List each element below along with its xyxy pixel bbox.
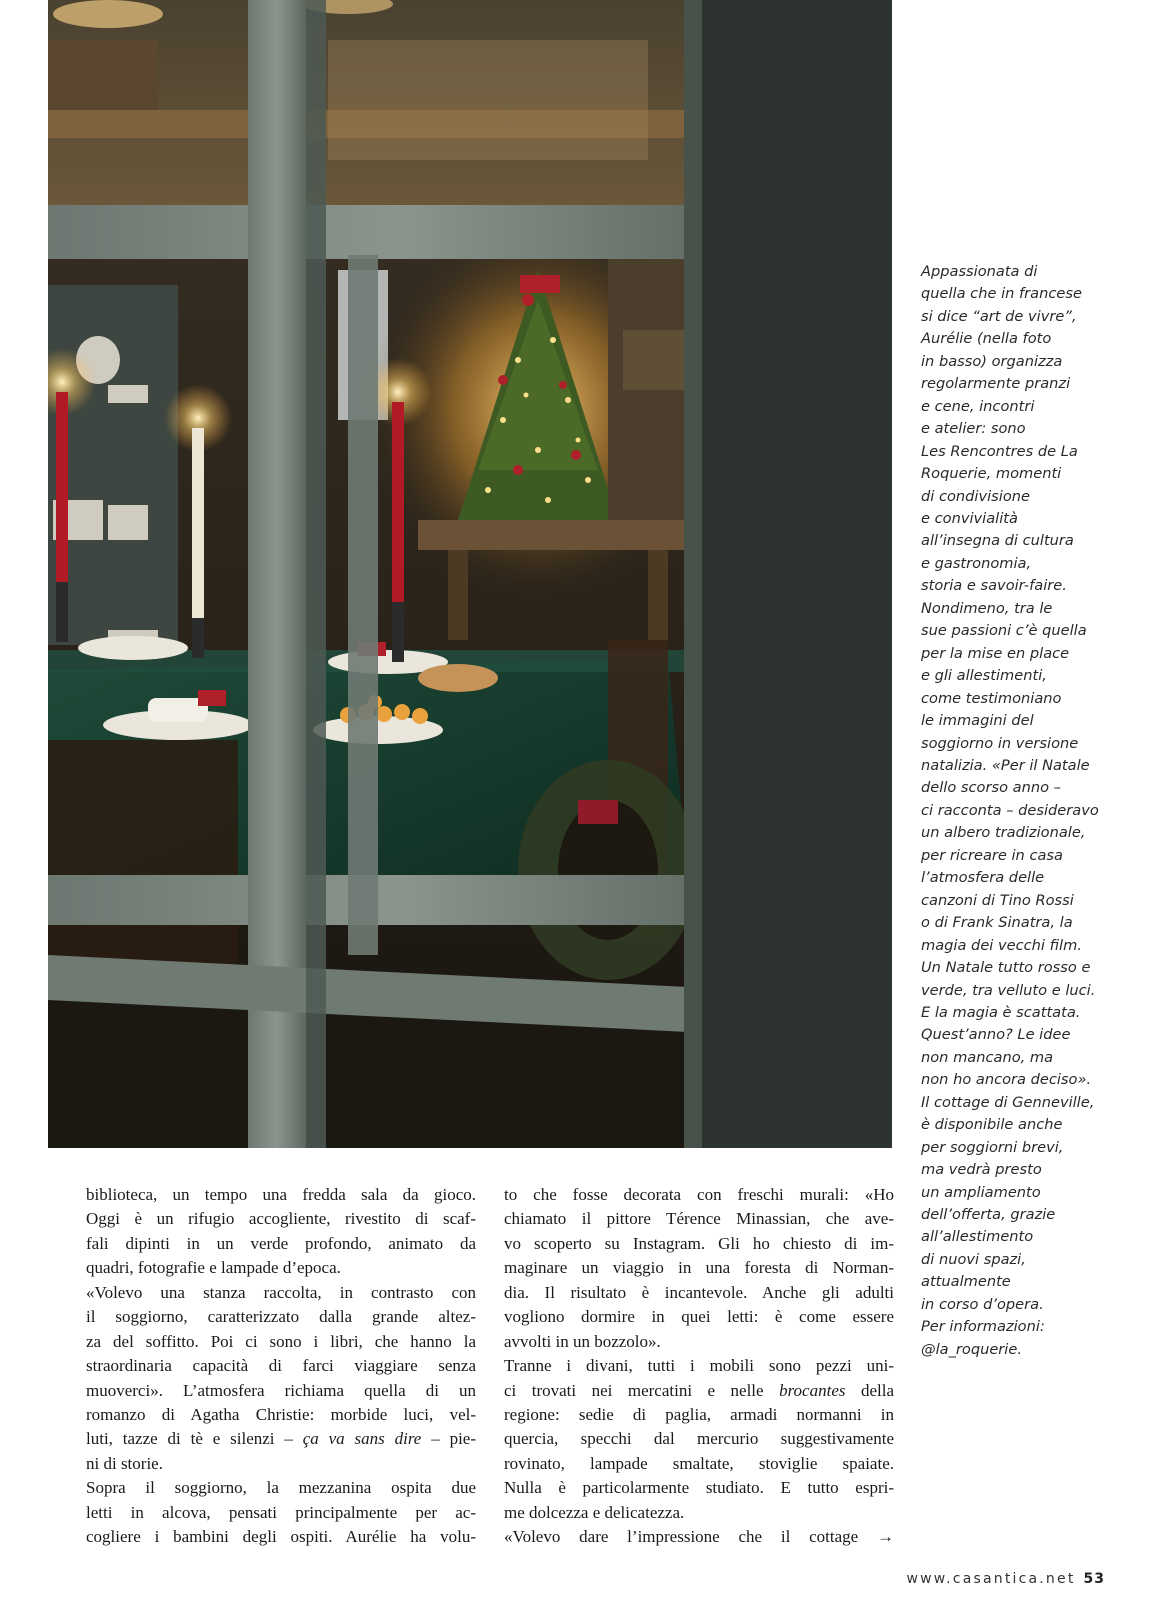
article-column-left xyxy=(86,1183,476,1550)
text-run: ci trovati nei mercatini e nelle xyxy=(504,1380,780,1400)
text-line: quadri, fotografie e lampade d’epoca. xyxy=(86,1258,341,1278)
page-number: 53 xyxy=(1083,1571,1105,1587)
sidebar-caption-line: Aurélie (nella foto xyxy=(921,330,1052,348)
sidebar-caption-line: di condivisione xyxy=(921,487,1030,505)
text-line: chiamato il pittore Térence Minassian, che ave- xyxy=(504,1209,894,1229)
text-line: dia. Il risultato è incantevole. Anche gli adulti xyxy=(504,1282,894,1302)
sidebar-caption-line: all’allestimento xyxy=(921,1228,1034,1246)
sidebar-caption-line: e convivialità xyxy=(921,509,1018,527)
text-line: vogliono dormire in quei letti: è come essere xyxy=(504,1307,894,1327)
text-line: ni di storie. xyxy=(86,1453,163,1473)
text-line: cogliere i bambini degli ospiti. Aurélie ha volu- xyxy=(86,1527,476,1547)
sidebar-caption-line: in corso d’opera. xyxy=(921,1295,1044,1313)
sidebar-caption-line: l’atmosfera delle xyxy=(921,869,1045,887)
article-photo xyxy=(48,0,892,1148)
sidebar-caption-line: per ricreare in casa xyxy=(921,846,1063,864)
text-line xyxy=(86,1427,476,1451)
text-line: rovinato, lampade smaltate, stoviglie spaiate. xyxy=(504,1453,894,1473)
photo-illustration xyxy=(48,0,892,1148)
text-run: – pie- xyxy=(421,1429,476,1449)
text-line: regione: sedie di paglia, armadi normanni in xyxy=(504,1404,894,1424)
sidebar-caption-line: ci racconta – desideravo xyxy=(921,801,1099,819)
text-run: della xyxy=(845,1380,894,1400)
sidebar-caption-line: per la mise en place xyxy=(921,644,1070,662)
text-line: za del soffitto. Poi ci sono i libri, che hanno la xyxy=(86,1331,476,1351)
text-line: avvolti in un bozzolo». xyxy=(504,1331,661,1351)
sidebar-caption-line: e gastronomia, xyxy=(921,554,1032,572)
text-line: il soggiorno, caratterizzato dalla grande altez- xyxy=(86,1307,476,1327)
text-line: vo scoperto su Instagram. Gli ho chiesto di im- xyxy=(504,1233,894,1253)
italic-phrase: brocantes xyxy=(779,1380,846,1400)
website-url: www.casantica.net xyxy=(906,1571,1076,1587)
sidebar-caption-line: magia dei vecchi film. xyxy=(921,936,1082,954)
sidebar-caption-line: dello scorso anno – xyxy=(921,779,1061,797)
sidebar-caption-line: Quest’anno? Le idee xyxy=(921,1026,1071,1044)
sidebar-caption-line: quella che in francese xyxy=(921,285,1082,303)
text-run: «Volevo dare l’impressione che il cottage xyxy=(504,1527,859,1547)
article-column-right xyxy=(504,1183,894,1550)
sidebar-caption-line: in basso) organizza xyxy=(921,352,1063,370)
text-line: me dolcezza e delicatezza. xyxy=(504,1502,685,1522)
text-line: Oggi è un rifugio accogliente, rivestito di scaf- xyxy=(86,1209,476,1229)
text-line: biblioteca, un tempo una fredda sala da gioco. xyxy=(86,1185,476,1204)
sidebar-caption-line: di nuovi spazi, xyxy=(921,1250,1026,1268)
sidebar-caption-line: canzoni di Tino Rossi xyxy=(921,891,1074,909)
text-line xyxy=(504,1379,894,1403)
text-line: letti in alcova, pensati principalmente per ac- xyxy=(86,1502,476,1522)
text-line: muoverci». L’atmosfera richiama quella di un xyxy=(86,1380,476,1400)
sidebar-caption-line: si dice “art de vivre”, xyxy=(921,307,1077,325)
sidebar-caption-line: è disponibile anche xyxy=(921,1116,1063,1134)
sidebar-caption-line: come testimoniano xyxy=(921,689,1062,707)
sidebar-caption-line: o di Frank Sinatra, la xyxy=(921,914,1073,932)
text-line xyxy=(504,1525,894,1549)
sidebar-caption-line: e cene, incontri xyxy=(921,397,1035,415)
text-line: maginare un viaggio in una foresta di Norman- xyxy=(504,1258,894,1278)
text-line: «Volevo una stanza raccolta, in contrasto con xyxy=(86,1282,476,1302)
sidebar-caption-line: @la_roquerie. xyxy=(921,1340,1022,1358)
text-line: romanzo di Agatha Christie: morbide luci, vel- xyxy=(86,1404,476,1424)
italic-phrase: ça va sans dire xyxy=(302,1429,422,1449)
text-line: to che fosse decorata con freschi murali: «Ho xyxy=(504,1185,894,1204)
sidebar-caption-line: non mancano, ma xyxy=(921,1048,1054,1066)
sidebar-caption-line: Il cottage di Genneville, xyxy=(921,1093,1095,1111)
text-run: luti, tazze di tè e silenzi – xyxy=(86,1429,303,1449)
page-footer xyxy=(880,1571,1105,1587)
text-line: Sopra il soggiorno, la mezzanina ospita due xyxy=(86,1478,476,1498)
sidebar-caption-line: natalizia. «Per il Natale xyxy=(921,756,1090,774)
sidebar-caption-line: attualmente xyxy=(921,1273,1011,1291)
sidebar-caption-line: Appassionata di xyxy=(921,263,1038,280)
sidebar-caption-line: per soggiorni brevi, xyxy=(921,1138,1064,1156)
text-line: straordinaria capacità di farci viaggiare senza xyxy=(86,1356,476,1376)
sidebar-caption-line: regolarmente pranzi xyxy=(921,375,1071,393)
sidebar-caption-line: Un Natale tutto rosso e xyxy=(921,959,1091,977)
continue-arrow-icon: → xyxy=(877,1527,895,1547)
sidebar-caption-line: un ampliamento xyxy=(921,1183,1041,1201)
sidebar-caption-line: e atelier: sono xyxy=(921,420,1026,438)
sidebar-caption xyxy=(921,261,1121,1361)
sidebar-caption-line: storia e savoir-faire. xyxy=(921,577,1067,595)
sidebar-caption-line: all’insegna di cultura xyxy=(921,532,1074,550)
sidebar-caption-line: non ho ancora deciso». xyxy=(921,1071,1092,1089)
text-line: Nulla è particolarmente studiato. E tutto espri- xyxy=(504,1478,894,1498)
text-line: quercia, specchi dal mercurio suggestivamente xyxy=(504,1429,894,1449)
sidebar-caption-line: Per informazioni: xyxy=(921,1318,1045,1336)
sidebar-caption-line: un albero tradizionale, xyxy=(921,824,1086,842)
sidebar-caption-line: verde, tra velluto e luci. xyxy=(921,981,1096,999)
sidebar-caption-line: Les Rencontres de La xyxy=(921,442,1078,460)
sidebar-caption-line: soggiorno in versione xyxy=(921,734,1079,752)
sidebar-caption-line: e gli allestimenti, xyxy=(921,667,1047,685)
text-line: Tranne i divani, tutti i mobili sono pezzi uni- xyxy=(504,1356,894,1376)
sidebar-caption-line: Roquerie, momenti xyxy=(921,465,1062,483)
text-line: fali dipinti in un verde profondo, animato da xyxy=(86,1233,476,1253)
sidebar-caption-line: le immagini del xyxy=(921,712,1034,730)
sidebar-caption-line: dell’offerta, grazie xyxy=(921,1206,1056,1224)
sidebar-caption-line: E la magia è scattata. xyxy=(921,1003,1081,1021)
sidebar-caption-line: ma vedrà presto xyxy=(921,1161,1042,1179)
sidebar-caption-line: Nondimeno, tra le xyxy=(921,599,1053,617)
sidebar-caption-line: sue passioni c’è quella xyxy=(921,622,1087,640)
